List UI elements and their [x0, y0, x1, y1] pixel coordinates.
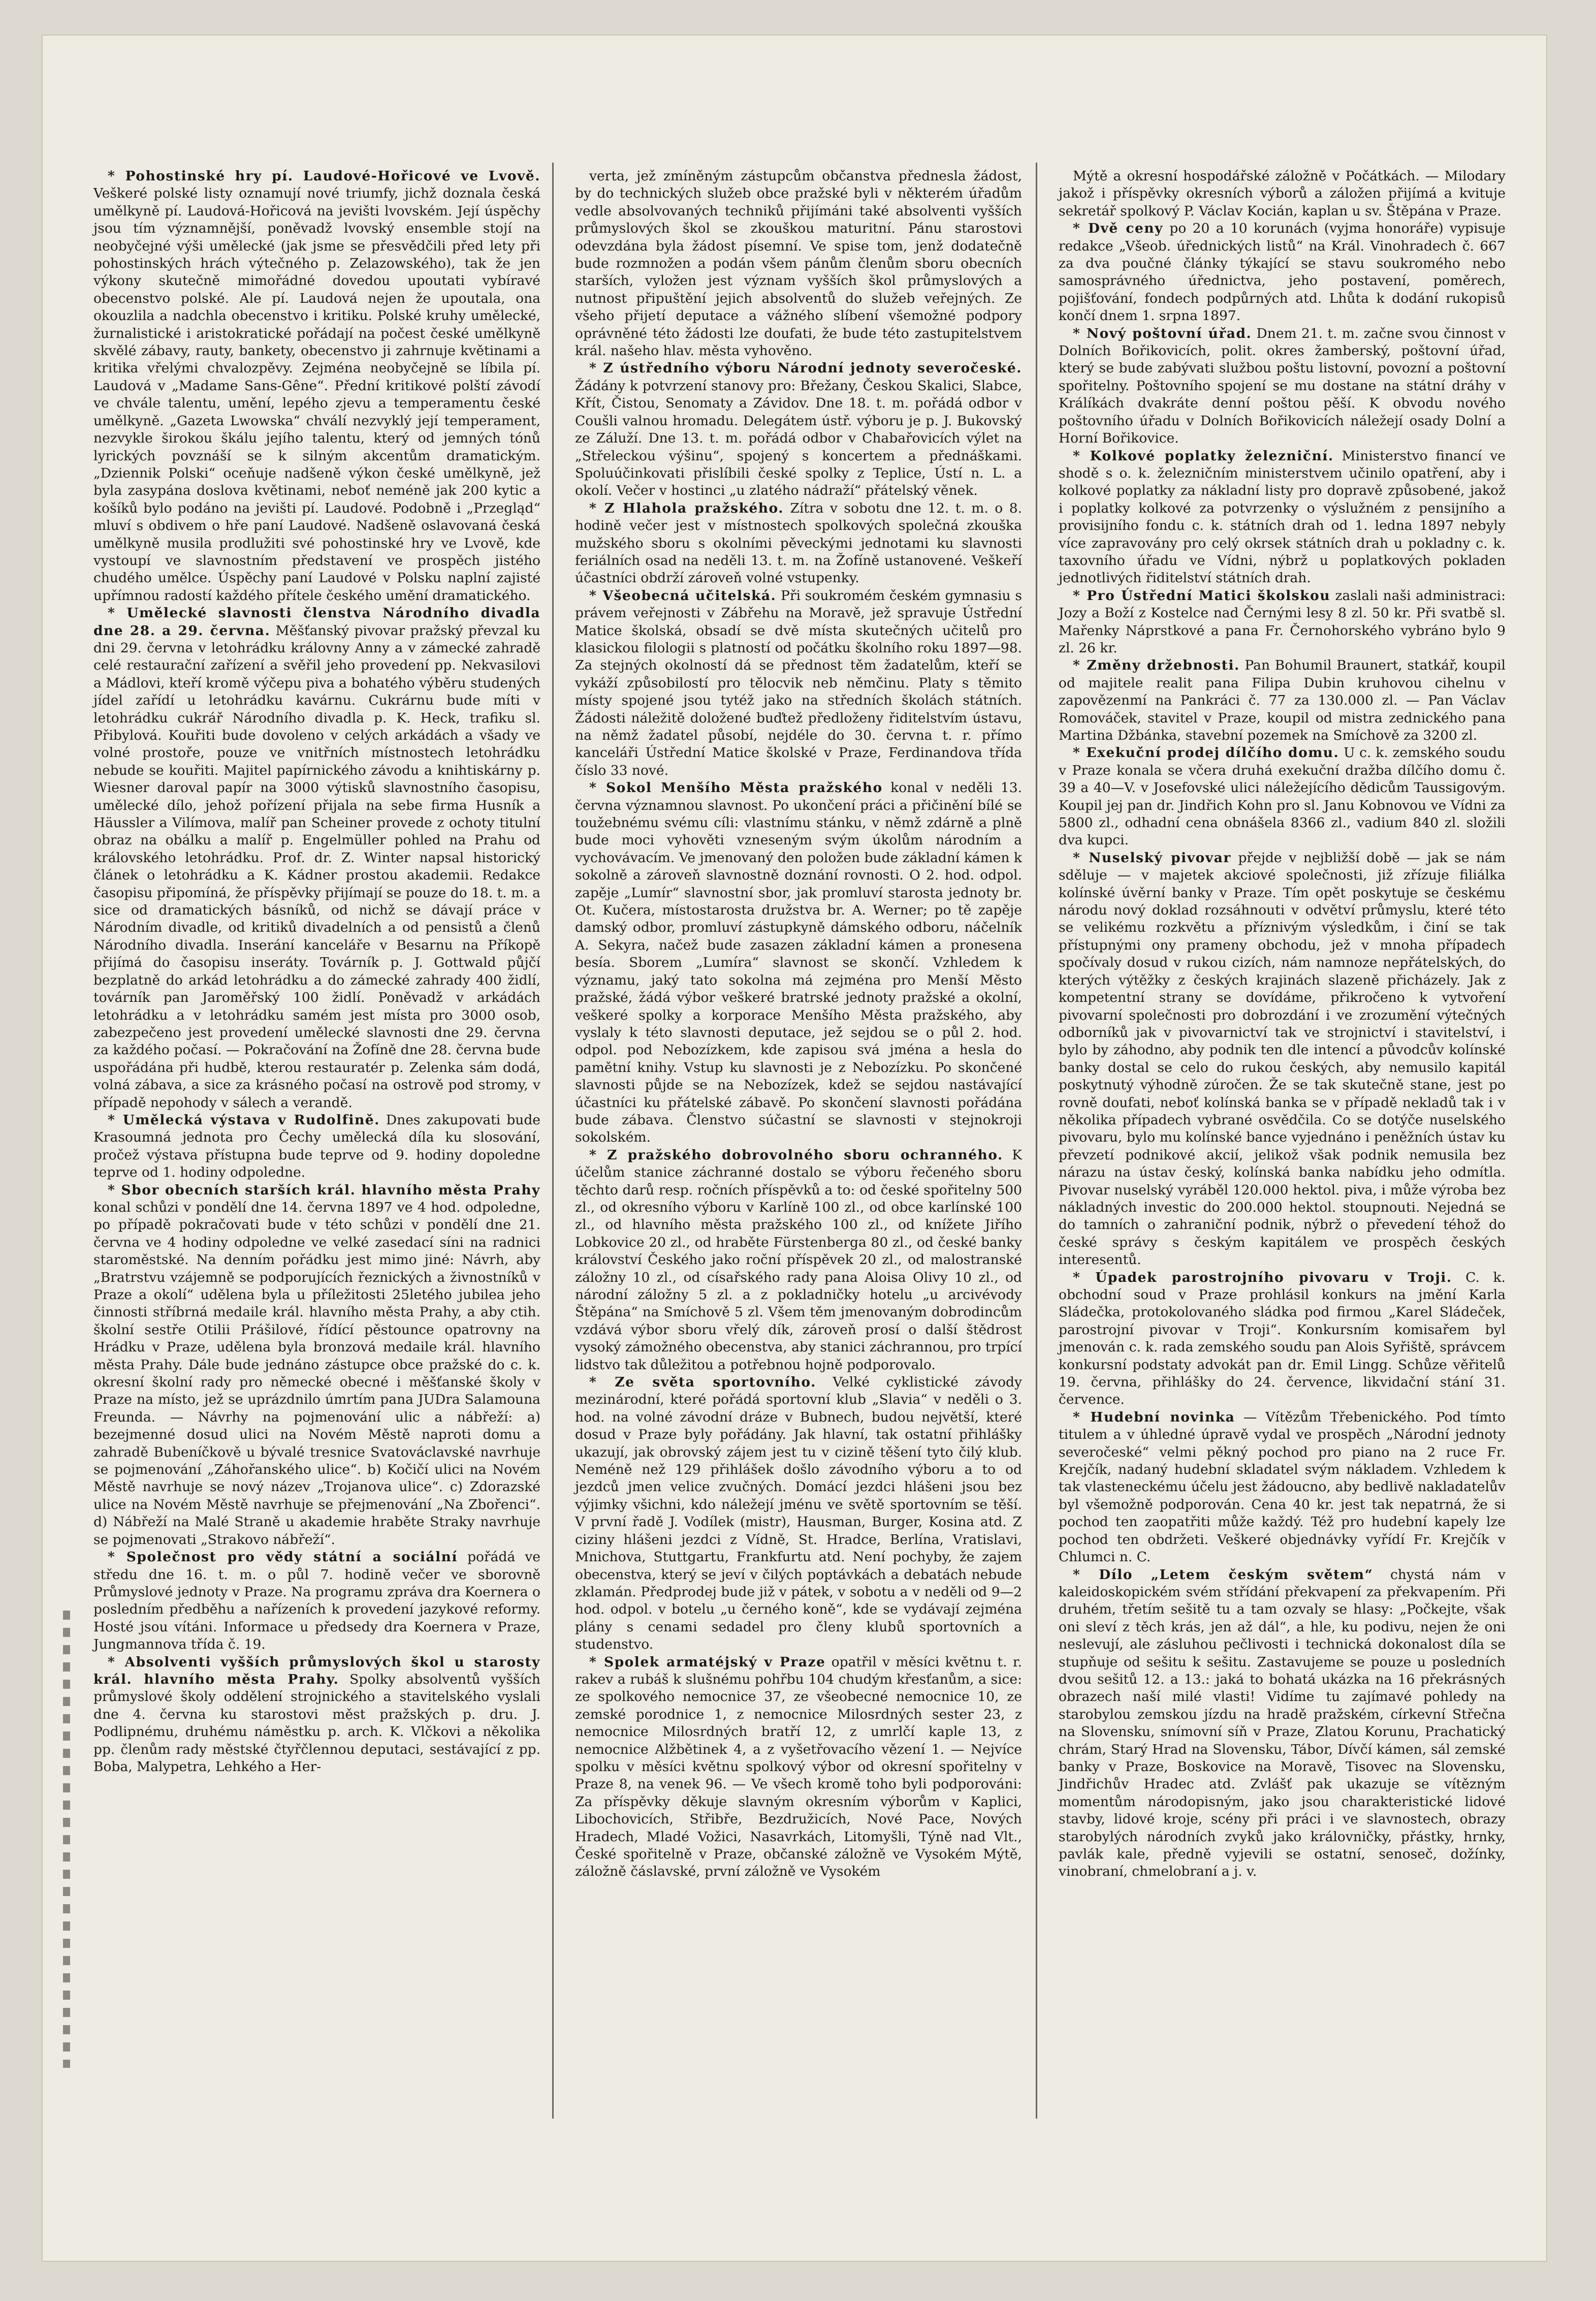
article-paragraph [93, 1654, 540, 1776]
column-rule-1 [552, 163, 554, 2119]
column-3 [1059, 168, 1506, 1881]
article-text: Veškeré polské listy oznamují nové triumfy, jichž doznala česká umělkyně pí. Laudová-Hořicová na jevišti lvovském. Její úspěchy jsou tím významnější, poněvadž lvovský ensemble stojí na neobyčejné výši umělecké (jak jsme se přesvědčili před lety při pohostinských hrách výtečného p. Zelazowského), tak že jen výkony skutečně mimořádné dovedou upoutati vybíravé obecenstvo polské. Ale pí. Laudová nejen že upoutala, ona okouzlila a nadchla obecenstvo i kritiku. Polské kruhy umělecké, žurnalistické i aristokratické pořádají na počest české umělkyně skvělé zábavy, rauty, bankety, obecenstvo ji zahrnuje květinami a kritika vřelými chvalozpěvy. Zejména neobyčejně se líbila pí. Laudová v „Madame Sans-Gêne“. Přední kritikové polští závodí ve chvále talentu, umění, lepého zjevu a temperamentu české umělkyně. „Gazeta Lwowska“ chválí nezvyklý její temperament, nezvykle širokou škálu jejího talentu, který od jemných tónů lyrických povznáší se k silným akcentům dramatickým. „Dziennik Polski“ oceňuje nadšeně výkon české umělkyně, jež byla zasypána doslova květinami, neboť neméně jak 200 kytic a košíků bylo podáno na jevišti pí. Laudové. Podobně i „Przegląd“ mluví s obdivem o hře paní Laudové. Nadšeně oslavovaná česká umělkyně musila prodlužiti své pohostinské hry ve Lvově, kde vystoupí ve slavnostním představení ve prospěch jistého chudého umělce. Úspěchy paní Laudové v Polsku naplní zajisté upřímnou radostí každého přítele českého umění dramatického. [93, 185, 540, 604]
article-paragraph [1059, 1269, 1506, 1409]
article-text: Spolky absolventů vyšších průmyslové školy oddělení strojnického a stavitelského vyslali dne 4. června ku starostovi měst pražských p. dru. J. Podlipnému, druhému náměstku p. arch. K. Vlčkovi a několika pp. členům rady městské čtyřčlennou deputaci, sestávající z pp. Boba, Malypetra, Lehkého a Her- [93, 1671, 540, 1775]
article-heading: * Společnost pro vědy státní a sociální [108, 1549, 458, 1565]
column-1 [93, 168, 540, 1776]
article-text: zaslali naši administraci: Jozy a Boží z Kostelce nad Černými lesy 8 zl. 50 kr. Při svatbě sl. Mařenky Náprstkové a pana Fr. Černohorského vybráno bylo 9 zl. 26 kr. [1059, 587, 1506, 656]
article-heading: * Spolek armatéjský v Praze [589, 1654, 826, 1670]
article-heading: * Absolventi vyšších průmyslových škol u starosty král. hlavního města Prahy. [93, 1654, 540, 1687]
article-text: konal v neděli 13. června významnou slavnost. Po ukončení práci a přičinění bílé se toužebnému svému cíli: vlastnímu stánku, v němž zdárně a plně bude moci vyhověti vzneseným svým úkolům národním a vychovávacím. Ve jmenovaný den položen bude základní kámen k sokolně a zároveň slavnostně doznání rovnosti. O 2. hod. odpol. zapěje „Lumír“ slavnostní sbor, jak promluví starosta jednoty br. Ot. Kučera, místostarosta družstva br. A. Werner; po tě zapěje damský odbor, promluví zástupkyně dámského odboru, náčelník A. Sekyra, načež bude zasazen základní kámen a pronesena besía. Sborem „Lumíra“ slavnost se skončí. Vzhledem k významu, jaký tato sokolna má zejména pro Menší Město pražské, žádá výbor veškeré bratrské jednoty pražské a okolní, veškeré spolky a korporace Menšího Města pražského, aby vyslaly k této slavnosti deputace, jež sejdou se o půl 2. hod. odpol. pod Nebozízkem, kde zapisou svá jména a hesla do pamětní knihy. Vstup ku slavnosti je z Nebozízku. Po skončené slavnosti půjde se na Nebozízek, kdež se sejdou nastávající účastníci ku přátelské zábavě. Po skončení slavnosti pořádána bude zábava. Členstvo súčastní se slavnosti v stejnokroji sokolském. [575, 780, 1022, 1146]
article-heading: * Z Hlahola pražského. [589, 500, 784, 516]
article-paragraph [1059, 325, 1506, 448]
article-text: verta, jež zmíněným zástupcům občanstva přednesla žádost, by do technických služeb obce pražské byli v některém úřadům vedle absolvovaných techniků přijímáni také absolventi vyšších průmyslových škol se zkouškou maturitní. Pánu starostovi odevzdána byla žádost písemní. Ve spise tom, jenž dodatečně bude rozmnožen a podán všem pánům členům sboru obecních starších, vyložen jest význam vyšších škol průmyslových a nutnost připuštění jejich absolventů do služeb veřejných. Ze všeho přijetí deputace a vážného slíbení všemožné podpory oprávněné této žádosti lze doufati, že bude této zastupitelstvem král. našeho hlav. města vyhověno. [575, 168, 1022, 359]
article-heading: * Kolkové poplatky železniční. [1073, 448, 1334, 464]
article-paragraph [575, 587, 1022, 779]
article-heading: * Úpadek parostrojního pivovaru v Troji. [1073, 1269, 1452, 1285]
article-text: Zítra v sobotu dne 12. t. m. o 8. hodině večer jest v místnostech spolkových společná zkouška mužského sboru s okolními pěveckými jednotami ku slavnosti feriálních osad na neděli 13. t. m. na Žofíně ustanovené. Veškeří účastníci obdrží zároveň volné vstupenky. [575, 500, 1023, 586]
article-paragraph [575, 168, 1022, 360]
article-heading: * Umělecká výstava v Rudolfině. [108, 1112, 380, 1128]
article-text: Při soukromém českém gymnasiu s právem veřejnosti v Zábřehu na Moravě, jež spravuje Ústřední Matice školská, obsadí se dvě místa skutečných učitelů pro klasickou filologii s platností od počátku školního roku 1897—98. Za stejných okolností dá se přednost těm žadatelům, kteří se vykáží způsobilostí pro tělocvik neb němčinu. Platy s těmito místy spojené jsou tytéž jako na středních školách státních. Žádosti náležitě doložené buďtež předloženy řiditelstvím ústavu, na němž žadatel působí, nejdéle do 30. června t. r. přímo kanceláři Ústřední Matice školské v Praze, Ferdinandova třída číslo 33 nové. [575, 587, 1022, 778]
article-text: Žádány k potvrzení stanovy pro: Břežany, Českou Skalici, Slabce, Křít, Čistou, Senomaty a Závidov. Dne 18. t. m. pořádá odbor v Coušli valnou hromadu. Delegátem ústř. výboru je p. J. Bukovský ze Záluží. Dne 13. t. m. pořádá odbor v Chabařovicích výlet na „Střeleckou výšinu“, spojený s koncertem a přednáškami. Spoluúčinkovati přislíbili české spolky z Teplice, Ústí n. L. a okolí. Večer v hostinci „u zlatého nádraží“ přátelský věnek. [575, 377, 1022, 499]
article-text: — Vítězům Třebenického. Pod tímto titulem a v úhledné úpravě vydal ve prospěch „Národní jednoty severočeské“ velmi pěkný pochod pro piano na 2 ruce Fr. Krejčík, nadaný hudební skladatel svým nákladem. Vzhledem k tak vlasteneckému účelu jest žádoucno, aby bedlivě nakladatelův byl všemožně podporován. Cena 40 kr. jest tak nepatrná, že si pochod ten zaopatřiti může každý. Též pro hudební kapely lze pochod ten obdržeti. Veškeré objednávky vyřídí Fr. Krejčík v Chlumci n. C. [1059, 1409, 1506, 1565]
article-text: C. k. obchodní soud v Praze prohlásil konkurs na jmění Karla Sládečka, protokolovaného sládka pod firmou „Karel Sládeček, parostrojní pivovar v Troji“. Konkursním komisařem byl jmenován c. k. rada zemského soudu pan Alois Syřiště, správcem konkursní podstaty advokát pan dr. Emil Lingg. Schůze věřitelů 19. června, přihlášky do 24. července, likvidační stání 31. července. [1059, 1269, 1506, 1408]
article-text: pořádá ve středu dne 16. t. m. o půl 7. hodině večer ve sborovně Průmyslové jednoty v Praze. Na programu zpráva dra Koernera o posledním předběhu a nařízeních k provedení jazykové reformy. Hosté jsou vítáni. Informace u předsedy dra Koernera v Praze, Jungmannova třída č. 19. [93, 1549, 540, 1653]
article-text: U c. k. zemského soudu v Praze konala se včera druhá exekuční dražba dílčího domu č. 39 a 40—V. v Josefovské ulici náležejícího dědicům Taussigovým. Koupil jej pan dr. Jindřich Kohn pro sl. Janu Kobnovou ve Vídni za 5800 zl., odhadní cena obnášela 8366 zl., vadium 840 zl. složili dva kupci. [1059, 745, 1506, 848]
article-heading: * Nuselský pivovar [1073, 849, 1231, 866]
article-text: Ministerstvo financí ve shodě s o. k. železničním ministerstvem učinilo opatření, aby i kolkové poplatky za nákladní listy pro dopravě způsobené, jakož i poplatky kolkové za potvrzenky o výslužném z pensijního a provisijního fondu c. k. státních drah od 1. ledna 1897 nebyly více zapravovány pro celý okrsek státních drah u pokladny c. k. taxovního úřadu ve Vídni, nýbrž u poplatkových pokladen jednotlivých řiditelství státních drah. [1059, 448, 1506, 586]
article-paragraph [93, 168, 540, 605]
article-paragraph [1059, 587, 1506, 657]
article-paragraph [575, 360, 1022, 499]
article-paragraph [93, 1182, 540, 1549]
column-2 [575, 168, 1022, 1881]
article-paragraph [1059, 657, 1506, 744]
article-heading: * Z pražského dobrovolného sboru ochranného. [589, 1147, 1003, 1163]
article-paragraph [575, 1374, 1022, 1654]
article-heading: * Nový poštovní úřad. [1073, 325, 1252, 341]
article-heading: * Všeobecná učitelská. [589, 587, 777, 604]
article-heading: * Umělecké slavnosti členstva Národního divadla dne 28. a 29. června. [93, 605, 540, 639]
article-text: opatřil v měsíci květnu t. r. rakev a rubáš k slušnému pohřbu 104 chudým křesťanům, a sice: ze spolkového nemocnice 37, ze všeobecné nemocnice 10, ze zemské porodnice 1, z nemocnice Milosrdných sester 23, z nemocnice Milosrdných bratří 12, z umrlčí kaple 13, z nemocnice Alžbětinek 4, a z vyšetřovacího vězení 1. — Nejvíce spolku v měsíci květnu spolkový výbor od okresní spořitelny v Praze 8, na venek 96. — Ve všech kromě toho byli podporováni: Za příspěvky děkuje slavným okresním výborům v Kaplici, Libochovicích, Střibře, Bezdružicích, Nové Pace, Nových Hradech, Mladé Vožici, Nasavrkách, Litomyšli, Týně nad Vlt., České spořitelně v Praze, občanské záložně ve Vysokém Mýtě, záložně čáslavské, první záložně ve Vysokém [575, 1654, 1022, 1880]
article-paragraph [1059, 744, 1506, 849]
article-heading: * Z ústředního výboru Národní jednoty severočeské. [589, 360, 1022, 376]
article-heading: * Exekuční prodej dílčího domu. [1073, 745, 1339, 761]
article-heading: * Pro Ústřední Matici školskou [1073, 587, 1330, 604]
article-text: chystá nám v kaleidoskopickém svém střídání překvapení za překvapením. Při druhém, třetím sešitě tu a tam ozvaly se hlasy: „Počkejte, však oni sleví z těch krás, jen až dál“, a hle, ku podivu, nejen že oni neslevují, ale zásluhou pečlivosti i technická dokonalost díla se stupňuje od sešitu k sešitu. Zastavujeme se pouze u posledních dvou sešitů 12. a 13.: jaká to bohatá ukázka na 16 překrásných obrazech naší milé vlasti! Vidíme tu zajímavé pohledy na starobylou zemskou jízdu na hradě pražském, církevní Střečna na Slovensku, snímovní síň v Praze, Zlatou Korunu, Prachatický chrám, Starý Hrad na Slovensku, Tábor, Dívčí kámen, sál zemské banky v Praze, Boskovice na Moravě, Tisovec na Slovensku, Jindřichův Hradec atd. Zvlášť pak ukazuje se vítězným momentům národopisným, jako jsou charakteristické lidové stavby, lidové kroje, scény při práci i ve slavnostech, obrazy starobylých národních zvyků jako královničky, přástky, hrnky, pavlák kale, předně vyjevili se ostatní, senoseč, dožínky, vinobraní, chmelobraní a j. v. [1059, 1566, 1506, 1880]
article-heading: * Dvě ceny [1073, 220, 1164, 237]
article-paragraph [93, 1112, 540, 1182]
article-text: po 20 a 10 korunách (vyjma honoráře) vypisuje redakce „Všeob. úřednických listů“ na Král. Vinohradech č. 667 za dva poučné články týkající se stavu soukromého nebo samosprávného úřednictva, jeho postavení, poměrech, pojišťování, fondech podpůrných atd. Lhůta k dodání rukopisů končí dnem 1. srpna 1897. [1059, 220, 1506, 324]
article-heading: * Změny držebnosti. [1073, 657, 1240, 674]
article-heading: * Sbor obecních starších král. hlavního města Prahy [108, 1182, 540, 1198]
article-paragraph [575, 1654, 1022, 1881]
article-text: K účelům stanice záchranné dostalo se výboru řečeného sboru těchto darů resp. ročních příspěvků a to: od české spořitelny 500 zl., od okresního výboru v Karlíně 100 zl., od obce karlínské 100 zl., od hlavního města pražského 100 zl., od knížete Jiřího Lobkovice 20 zl., od hraběte Fürstenberga 80 zl., od české banky království Českého jako roční příspěvek 20 zl., od malostranské záložny 10 zl., od císařského rady pana Aloisa Olivy 10 zl., od národní záložny 5 zl. a z pokladničky hotelu „u arcivévody Štěpána“ na Smíchově 5 zl. Všem těm jmenovaným dobrodincům vzdává výbor sboru vřelý dík, zároveň prosí o další štědrost vysoký zámožného obecenstva, aby stanici záchrannou, pro trpící lidstvo tak důležitou a potřebnou hojně podporovalo. [575, 1147, 1022, 1373]
article-heading: * Dílo „Letem českým světem“ [1073, 1566, 1374, 1583]
article-paragraph [1059, 1566, 1506, 1881]
article-heading: * Ze světa sportovního. [589, 1374, 816, 1391]
article-heading: * Pohostinské hry pí. Laudové-Hořicové ve Lvově. [108, 168, 540, 184]
article-text: Mýtě a okresní hospodářské záložně v Počátkách. — Milodary jakož i příspěvky okresních výborů a záložen přijímá a kvituje sekretář spolkový P. Václav Kocián, kaplan u sv. Štěpána v Praze. [1059, 168, 1506, 219]
article-paragraph [575, 500, 1022, 587]
article-paragraph [1059, 448, 1506, 587]
article-paragraph [1059, 168, 1506, 220]
article-paragraph [1059, 849, 1506, 1269]
article-text: Velké cyklistické závody mezinárodní, které pořádá sportovní klub „Slavia“ v neděli o 3. hod. na volné závodní dráze v Bubnech, budou největší, které dosud v Praze byly pořádány. Jak hlavní, tak ostatní přihlášky ukazují, jak obrovský zájem jest tu v cizině těšení tyto čilý klub. Neméně než 129 přihlášek došlo závodního výboru a to od jezdců jmen velice zvučných. Domácí jezdci hlášeni jsou bez výjimky všichni, kdo náležejí jménu ve světě sportovním se těší. V první řadě J. Vodílek (mistr), Hausman, Burger, Kosina atd. Z ciziny hlášeni jezdci z Vídně, St. Hradce, Berlína, Vratislavi, Mnichova, Stuttgartu, Frankfurtu atd. Není pochyby, že zajem obecenstva, který se jeví v čilých poptávkách a debatách nebude zklamán. Předprodej bude již v pátek, v sobotu a v neděli od 9—2 hod. odpol. v botelu „u černého koně“, kde se vydávají zejména plány s cenami sedadel pro členy klubů sportovních a studenstvo. [575, 1374, 1022, 1653]
newspaper-page [43, 36, 1546, 2261]
article-paragraph [93, 605, 540, 1112]
article-heading: * Hudební novinka [1073, 1409, 1235, 1425]
article-paragraph [1059, 220, 1506, 325]
article-text: Pan Bohumil Braunert, statkář, koupil od majitele realit pana Filipa Dubin kruhovou cihelnu v zapovězenmí na Pankráci č. 77 za 130.000 zl. — Pan Václav Romováček, stavitel v Praze, koupil od mistra zednického pana Martina Džbánka, stavební pozemek na Smíchově za 3200 zl. [1059, 657, 1506, 743]
article-paragraph [1059, 1409, 1506, 1566]
article-text: konal schůzi v pondělí dne 14. června 1897 ve 4 hod. odpoledne, po případě pokračovati bude v této schůzi v pondělí dne 21. června ve 4 hodiny odpoledne ve velké zasedací síni na radnici staroměstské. Na denním pořádku jest mimo jiné: Návrh, aby „Bratrstvu vzájemně se podporujících řeznických a živnostníků v Praze a okolí“ udělena byla u příležitosti 25letého jubilea jeho činnosti stříbrná medaile král. hlavního města Prahy, a aby ctih. školní sestře Otilii Prášilové, řídící pěstounce opatrovny na Hrádku v Praze, udělena byla bronzová medaile král. hlavního města Prahy. Dále bude jednáno zástupce obce pražské do c. k. okresní školní rady pro německé obecné i měšťanské školy v Praze na místo, jež se uprázdnilo úmrtím pana JUDra Salamouna Freunda. — Návrhy na pojmenování ulic a nábřeží: a) bezejmenné dosud ulici na Novém Městě naproti domu a zahradě Bubeníčkově u bývalé tresnice Svatováclavské navrhuje se pojmenování „Záhořanského ulice“. b) Kočičí ulici na Novém Městě navrhuje se nový název „Trojanova ulice“. c) Zdorazské ulice na Novém Městě navrhuje se přejmenování „Na Zbořenci“. d) Nábřeží na Malé Straně u akademie hraběte Straky navrhuje se pojmenovati „Strakovo nábřeží“. [93, 1199, 540, 1548]
article-text: Měšťanský pivovar pražský převzal ku dni 29. června v letohrádku královny Anny a v zámecké zahradě celé restaurační zařízení a svěřil jeho provedení pp. Nekvasilovi a Mádlovi, kteří kromě výčepu piva a bohatého výběru studených jídel zařídí u letohrádku kavárnu. Cukrárnu bude míti v letohrádku cukrář Národního divadla p. K. Heck, trafiku sl. Přibylová. Kouřiti bude dovoleno v celých arkádách a všady ve volné prostoře, pouze ve vnitřních místnostech letohrádku nebude se kouřiti. Majitel papírnického závodu a knihtiskárny p. Wiesner daroval papír na 3000 výtisků slavnostního časopisu, umělecké dílo, jehož pořízení přijala na sebe firma Husník a Häussler a Vilímova, malíř pan Scheiner provede z ochoty titulní obraz na obálku a malíř p. Engelmüller pohled na Prahu od královského letohrádku. Prof. dr. Z. Winter napsal historický článek o letohrádku a K. Kádner prostou akademii. Redakce časopisu připomíná, že příspěvky přijímají se pouze do 18. t. m. a sice od dramatických básníků, od nichž se dávají práce v Národním divadle, od kritiků divadelních a od pensistů a členů Národního divadla. Inserání kanceláře v Besarnu na Příkopě přijímá do časopisu inseráty. Továrník p. J. Gottwald půjčí bezplatně do arkád letohrádku a do zámecké zahrady 400 židlí, továrník pan Jaroměřský 100 židlí. Poněvadž v arkádách letohrádku a v letohrádku samém jest místa pro 3000 osob, zabezpečeno jest provedení umělecké slavnosti dne 29. června za každého počasí. — Pokračování na Žofíně dne 28. června bude uspořádána při hudbě, kterou restauratér p. Zelenka sám dodá, volná zábava, a sice za krásného počasí na ostrově pod stromy, v případě nepohody v sálech a verandě. [93, 622, 540, 1111]
article-text: přejde v nejbližší době — jak se nám sděluje — v majetek akciové společnosti, již zřízuje filiálka kolínské úvěrní banky v Praze. Tím opět poskytuje se českému národu nový doklad rozsáhnouti v odvětví průmyslu, které této se velikému rozkvětu a příznivým výsledkům, i činí se tak přístupnými ony prameny obchodu, jež v mnoha případech spočívaly dosud v rukou cizích, nám namnoze nepřátelských, do kterých výtěžky z českých krajinách slazeně přicházely. Jak z kompetentní strany se dovídáme, přikročeno k vytvoření pivovarní společnosti pro dobrozdání i ve zrozumění výtečných odborníků jak v pivovarnictví tak ve strojnictví i stavitelství, i bylo by záhodno, aby podnik ten dle intencí a původcův kolínské banky dostal se celo do rukou českých, aby nemusilo kapitál poskytnutý výhodně zúročen. Že se tak skutečně stane, jest po rovně doufati, neboť kolínská banka se v případě nekladů tak i v několika případech vybrané osvědčila. Co se dotýče nuselského pivovaru, bylo mu kolínské bance vyjednáno i peněžních ústav ku převzetí podnikové akcií, jelikož však podnik nemusila bez nárazu na ústav český, kolínská banka nabídku jeho odmítla. Pivovar nuselský vyráběl 120.000 hektol. piva, i může výroba bez nákladných investic do 200.000 hektol. stoupnouti. Nejedná se do tamních o zahraniční podnik, nýbrž o převedení téhož do české správy s českým kapitálem ve prospěch českých interesentů. [1059, 849, 1506, 1268]
article-paragraph [575, 779, 1022, 1147]
binding-edge-marks [63, 1611, 70, 2068]
article-paragraph [93, 1549, 540, 1653]
column-rule-2 [1036, 163, 1037, 2119]
article-heading: * Sokol Menšího Města pražského [589, 780, 883, 796]
article-text: Dnes zakupovati bude Krasoumná jednota pro Čechy umělecká díla ku slosování, pročež výstava přístupna bude teprve od 9. hodiny dopoledne teprve od 1. hodiny odpoledne. [93, 1112, 540, 1181]
article-paragraph [575, 1147, 1022, 1374]
article-text: Dnem 21. t. m. začne svou činnost v Dolních Bořikovicích, polit. okres žamberský, poštovní úřad, který se bude zabývati službou poštu listovní, povozní a poštovní spořitelny. Poštovního spojení se mu dostane na státní dráhy v Králíkách dvakráte denní poštou pěší. K obvodu nového poštovního úřadu v Dolních Bořikovicích náležejí osady Dolní a Horní Bořikovice. [1059, 325, 1506, 447]
